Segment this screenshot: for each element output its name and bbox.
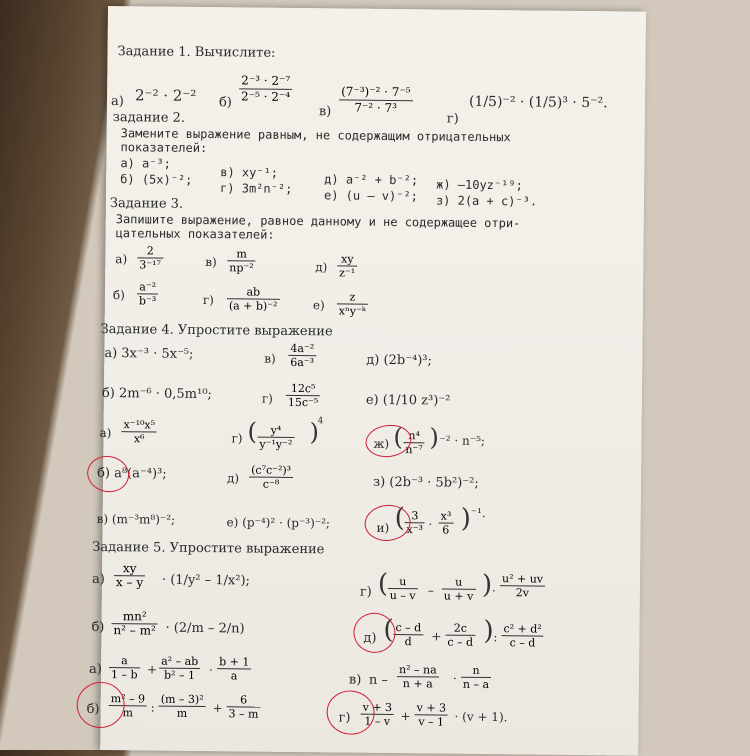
task1-g-label: г)	[446, 111, 459, 127]
task5-d-plus: +	[431, 629, 442, 644]
task5-a2-label: а)	[88, 661, 102, 677]
task4-zh2-paren-open: (	[393, 423, 404, 452]
task3-v-label: в)	[205, 255, 217, 270]
task4-zh2-tail: ⁻² · n⁻⁵;	[439, 433, 486, 448]
task5-a-rest: · (1/y² – 1/x²);	[161, 572, 251, 589]
task4-i2-dot: ·	[428, 517, 433, 532]
task5-g-frac-3: $\frac{\text{u² + uv}}{2v}$	[500, 572, 545, 599]
task3-text-2: цательных показателей:	[115, 226, 275, 242]
task5-g2-frac-1: $\frac{v + 3}{1 - v}$	[360, 701, 394, 728]
task5-d-colon: :	[493, 630, 498, 645]
task5-v2-dot: ·	[452, 671, 457, 686]
task4-i2-label: и)	[376, 520, 390, 535]
task5-b-rest: · (2/m – 2/n)	[165, 620, 245, 637]
task5-g2-plus: +	[400, 709, 411, 724]
task5-g2-frac-2: $\frac{v + 3}{v - 1}$	[414, 701, 448, 728]
task4-g1-frac: $\frac{\text{12c⁵}}{\text{15c⁻⁵}}$	[286, 382, 321, 409]
worksheet	[86, 6, 646, 756]
marker-circle-g5	[324, 688, 377, 737]
task5-g-frac-1: $\frac{u}{u - v}$	[388, 575, 418, 602]
task4-d2-label: д)	[226, 471, 240, 486]
task2-item-v: в) xy⁻¹;	[220, 165, 279, 180]
task3-b-label: б)	[112, 288, 125, 303]
task2-item-b: б) (5x)⁻²;	[120, 172, 193, 187]
task4-zh2-label: ж)	[373, 436, 390, 451]
task3-a-label: а)	[115, 252, 128, 267]
task5-b2-colon: :	[150, 700, 155, 715]
task1-b-frac: $\frac{\text{2⁻³ · 2⁻⁷}}{\text{2⁻⁵ · 2⁻⁴}}$	[240, 73, 291, 104]
task1-title: Задание 1. Вычислите:	[117, 44, 276, 61]
task5-a2-frac-2: $\frac{\text{a² – ab}}{\text{b² – 1}}$	[159, 655, 200, 682]
task3-b-frac: $\frac{\text{a⁻²}}{\text{b⁻³}}$	[137, 280, 159, 307]
task3-g-label: г)	[202, 293, 214, 308]
task4-a1: а) 3x⁻³ · 5x⁻⁵;	[104, 345, 194, 362]
task5-b2-frac-1: $\frac{\text{m² – 9}}{m}$	[109, 692, 148, 719]
task5-b2-label: б)	[86, 701, 100, 717]
task4-i2-frac-1: $\frac{3}{\text{x⁻³}}$	[404, 509, 425, 536]
task5-b-frac: $\frac{\text{mn²}}{\text{n² – m²}}$	[111, 610, 158, 637]
task4-g2-paren-close: )	[309, 418, 320, 447]
task4-i2-tail: ⁻¹.	[470, 505, 486, 520]
task4-g1-label: г)	[261, 391, 273, 406]
task4-g2-frac: $\frac{\text{y⁴}}{\text{y⁻¹y⁻²}}$	[257, 424, 294, 451]
task5-a-label: а)	[91, 571, 105, 587]
task5-a-frac: $\frac{xy}{x - y}$	[114, 562, 145, 589]
task4-i2-paren-open: (	[394, 503, 405, 534]
task2-text-2: показателей:	[120, 140, 208, 156]
task4-v1-frac: $\frac{\text{4a⁻²}}{\text{6a⁻³}}$	[290, 341, 315, 370]
task4-i2-paren-close: )	[460, 503, 471, 534]
task5-g2-label: г)	[338, 710, 351, 726]
task5-b2-plus: +	[212, 701, 223, 716]
task5-g2-tail: · (v + 1).	[454, 709, 508, 725]
task5-d-frac-3: $\frac{\text{c² + d²}}{c - d}$	[501, 622, 544, 649]
task2-title: задание 2.	[112, 110, 186, 126]
task4-g2-paren-open: (	[247, 417, 258, 446]
task4-v2: в) (m⁻³m⁸)⁻²;	[96, 511, 176, 527]
task3-v-frac: $\frac{m}{\text{np⁻²}}$	[227, 247, 256, 274]
task5-g-label: г)	[359, 584, 372, 600]
task3-title: Задание 3.	[109, 196, 184, 212]
task5-g-paren-open: (	[377, 568, 389, 599]
task4-zh2-paren-close: )	[429, 423, 440, 452]
task5-b2-frac-3: $\frac{6}{3 - m}$	[227, 693, 261, 720]
task4-v1-label: в)	[264, 351, 276, 366]
task4-b1: б) 2m⁻⁶ · 0,5m¹⁰;	[101, 385, 212, 403]
task2-item-d: д) a⁻² + b⁻²;	[324, 172, 419, 188]
task5-v2-pre: n –	[368, 672, 389, 688]
task4-d2-frac: $\frac{\text{(c⁷c⁻²)³}}{\text{c⁻⁸}}$	[249, 464, 293, 491]
task3-a-frac: $\frac{2}{\text{3⁻¹⁷}}$	[137, 244, 163, 271]
task5-a2-dot: ·	[208, 663, 213, 678]
marker-circle-b2	[84, 452, 132, 495]
task5-b-label: б)	[91, 619, 105, 635]
task5-g-dot: ·	[491, 584, 496, 599]
task4-zh2-frac: $\frac{\text{n⁴}}{\text{n⁻⁷}}$	[403, 429, 425, 456]
task5-b2-frac-2: $\frac{\text{(m – 3)²}}{m}$	[159, 693, 206, 720]
task2-item-g: г) 3m²n⁻²;	[220, 181, 293, 196]
task3-d-frac: $\frac{xy}{\text{z⁻¹}}$	[337, 252, 357, 279]
task5-d-paren-close: )	[483, 615, 494, 647]
task3-text-1: Запишите выражение, равное данному и не содержащее отри-	[115, 212, 521, 231]
task5-title: Задание 5. Упростите выражение	[92, 539, 325, 558]
task4-a2-label: а)	[99, 425, 112, 441]
task4-e2: е) (p⁻⁴)² · (p⁻³)⁻²;	[226, 515, 331, 531]
task5-a2-plus: +	[146, 662, 158, 677]
task1-a-expr: 2⁻² · 2⁻²	[134, 86, 197, 105]
task5-v2-label: в)	[348, 672, 362, 688]
task3-d-label: д)	[315, 260, 328, 275]
task1-g-expr: (1/5)⁻² · (1/5)³ · 5⁻².	[468, 93, 608, 112]
task2-item-z: з) 2(a + c)⁻³.	[435, 193, 538, 209]
task5-d-frac-2: $\frac{2c}{c - d}$	[445, 622, 475, 649]
task2-text-1: Замените выражение равным, не содержащим отрицательных	[120, 126, 511, 145]
task1-a-label: а)	[110, 94, 124, 110]
task2-item-e: е) (u – v)⁻²;	[323, 188, 419, 204]
task1-v-label: в)	[318, 104, 332, 120]
task5-d-frac-1: $\frac{c - d}{d}$	[393, 621, 423, 648]
task5-d-paren-open: (	[383, 614, 394, 646]
task5-g-minus: –	[427, 583, 434, 598]
task4-title: Задание 4. Упростите выражение	[100, 321, 333, 340]
task1-b-label: б)	[218, 95, 232, 111]
task3-e-frac: z xⁿy⁻ᵏ	[337, 290, 368, 317]
task4-z2: з) (2b⁻³ · 5b²)⁻²;	[372, 474, 479, 491]
task4-e1: е) (1/10 z³)⁻²	[365, 392, 451, 409]
task2-item-zh: ж) –10yz⁻¹⁹;	[436, 177, 523, 193]
task3-g-frac: $\frac{ab}{\text{(a + b)⁻²}}$	[227, 285, 280, 313]
task4-a2-frac: $\frac{\text{x⁻¹⁰x⁵}}{\text{x⁶}}$	[121, 418, 157, 445]
task5-v2-frac-2: $\frac{n}{n - a}$	[461, 664, 491, 691]
task5-a2-frac-3: $\frac{b + 1}{a}$	[217, 655, 252, 682]
task4-g2-power: 4	[317, 416, 324, 427]
marker-circle-b5	[74, 679, 128, 731]
task1-v-frac: $\frac{\text{(7⁻³)⁻² · 7⁻⁵}}{\text{7⁻² · 7³}}$	[339, 84, 413, 116]
task5-v2-frac-1: $\frac{\text{n² – na}}{n + a}$	[397, 663, 439, 690]
task5-g-paren-close: )	[481, 569, 493, 601]
task2-item-a: а) a⁻³;	[120, 156, 172, 171]
task5-d-label: д)	[363, 630, 377, 646]
task5-a2-frac-1: $\frac{a}{1 - b}$	[109, 654, 140, 681]
task4-d1: д) (2b⁻⁴)³;	[366, 352, 432, 369]
task5-g-frac-2: $\frac{u}{u + v}$	[442, 576, 476, 603]
task4-i2-frac-2: $\frac{\text{x³}}{6}$	[438, 509, 453, 536]
task4-g2-label: г)	[231, 431, 243, 446]
task4-b2: б) a⁸(a⁻⁴)³;	[97, 465, 167, 482]
task3-e-label: е)	[312, 298, 325, 313]
